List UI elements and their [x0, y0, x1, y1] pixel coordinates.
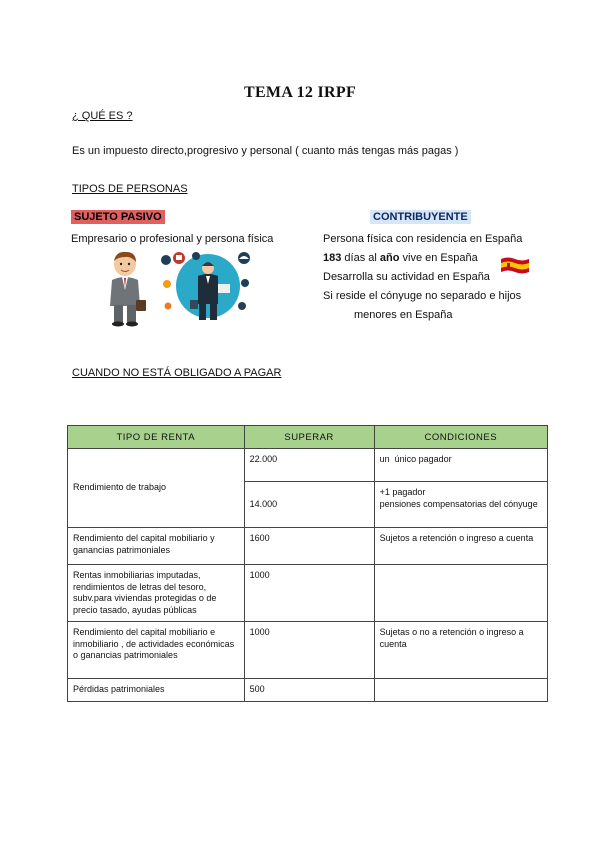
- table-header-row: [68, 426, 548, 449]
- contribuyente-line-4: Si reside el cónyuge no separado e hijos: [323, 290, 522, 302]
- contribuyente-line-2-a: días al: [341, 252, 380, 264]
- condiciones-cell: [374, 679, 547, 702]
- superar-cell: 500: [244, 679, 374, 702]
- contribuyente-line-2: [323, 252, 478, 264]
- business-icons-illustration: [160, 250, 252, 324]
- contribuyente-line-2-b: vive en España: [399, 252, 478, 264]
- contribuyente-line-1: Persona física con residencia en España: [323, 233, 523, 245]
- condiciones-line: pensiones compensatorias del cónyuge: [379, 498, 538, 509]
- contribuyente-line-3: Desarrolla su actividad en España: [323, 271, 490, 283]
- tipo-cell: Rentas inmobiliarias imputadas, rendimientos de letras del tesoro, subv.para viviendas protegidas o de precio tasado, ayudas públicas: [68, 565, 245, 622]
- table-row: [68, 449, 548, 482]
- tipos-heading: TIPOS DE PERSONAS: [72, 183, 188, 195]
- table-row: [68, 528, 548, 565]
- contribuyente-label: CONTRIBUYENTE: [370, 210, 471, 224]
- condiciones-cell: [374, 482, 547, 528]
- superar-cell: 14.000: [244, 482, 374, 528]
- table-row: [68, 622, 548, 679]
- contribuyente-days: 183: [323, 252, 342, 264]
- tipo-cell: Rendimiento del capital mobiliario y ganancias patrimoniales: [68, 528, 245, 565]
- tipo-cell: Rendimiento del capital mobiliario e inmobiliario , de actividades económicas o ganancias patrimoniales: [68, 622, 245, 679]
- sujeto-pasivo-text: Empresario o profesional y persona física: [71, 233, 274, 245]
- superar-cell: 22.000: [244, 449, 374, 482]
- header-tipo-renta: TIPO DE RENTA: [68, 426, 245, 449]
- superar-cell: 1000: [244, 565, 374, 622]
- spain-flag-icon: [500, 256, 530, 275]
- condiciones-cell: Sujetas o no a retención o ingreso a cuenta: [374, 622, 547, 679]
- rentas-table: [67, 425, 548, 702]
- condiciones-line: +1 pagador: [379, 487, 426, 497]
- table-row: [68, 565, 548, 622]
- condiciones-cell: [374, 565, 547, 622]
- tipo-cell: Pérdidas patrimoniales: [68, 679, 245, 702]
- header-superar: SUPERAR: [244, 426, 374, 449]
- que-es-text: Es un impuesto directo,progresivo y personal ( cuanto más tengas más pagas ): [72, 145, 459, 157]
- superar-cell: 1600: [244, 528, 374, 565]
- tipo-cell: Rendimiento de trabajo: [68, 449, 245, 528]
- sujeto-pasivo-label: SUJETO PASIVO: [71, 210, 165, 224]
- no-obligado-heading: CUANDO NO ESTÁ OBLIGADO A PAGAR: [72, 367, 282, 379]
- table-row: [68, 679, 548, 702]
- contribuyente-year: año: [379, 252, 400, 264]
- contribuyente-line-5: menores en España: [354, 309, 453, 321]
- condiciones-cell: un único pagador: [374, 449, 547, 482]
- header-condiciones: CONDICIONES: [374, 426, 547, 449]
- condiciones-cell: Sujetos a retención o ingreso a cuenta: [374, 528, 547, 565]
- superar-cell: 1000: [244, 622, 374, 679]
- que-es-heading: ¿ QUÉ ES ?: [72, 110, 133, 122]
- page-title: TEMA 12 IRPF: [243, 84, 357, 101]
- businessman-illustration: [103, 250, 147, 328]
